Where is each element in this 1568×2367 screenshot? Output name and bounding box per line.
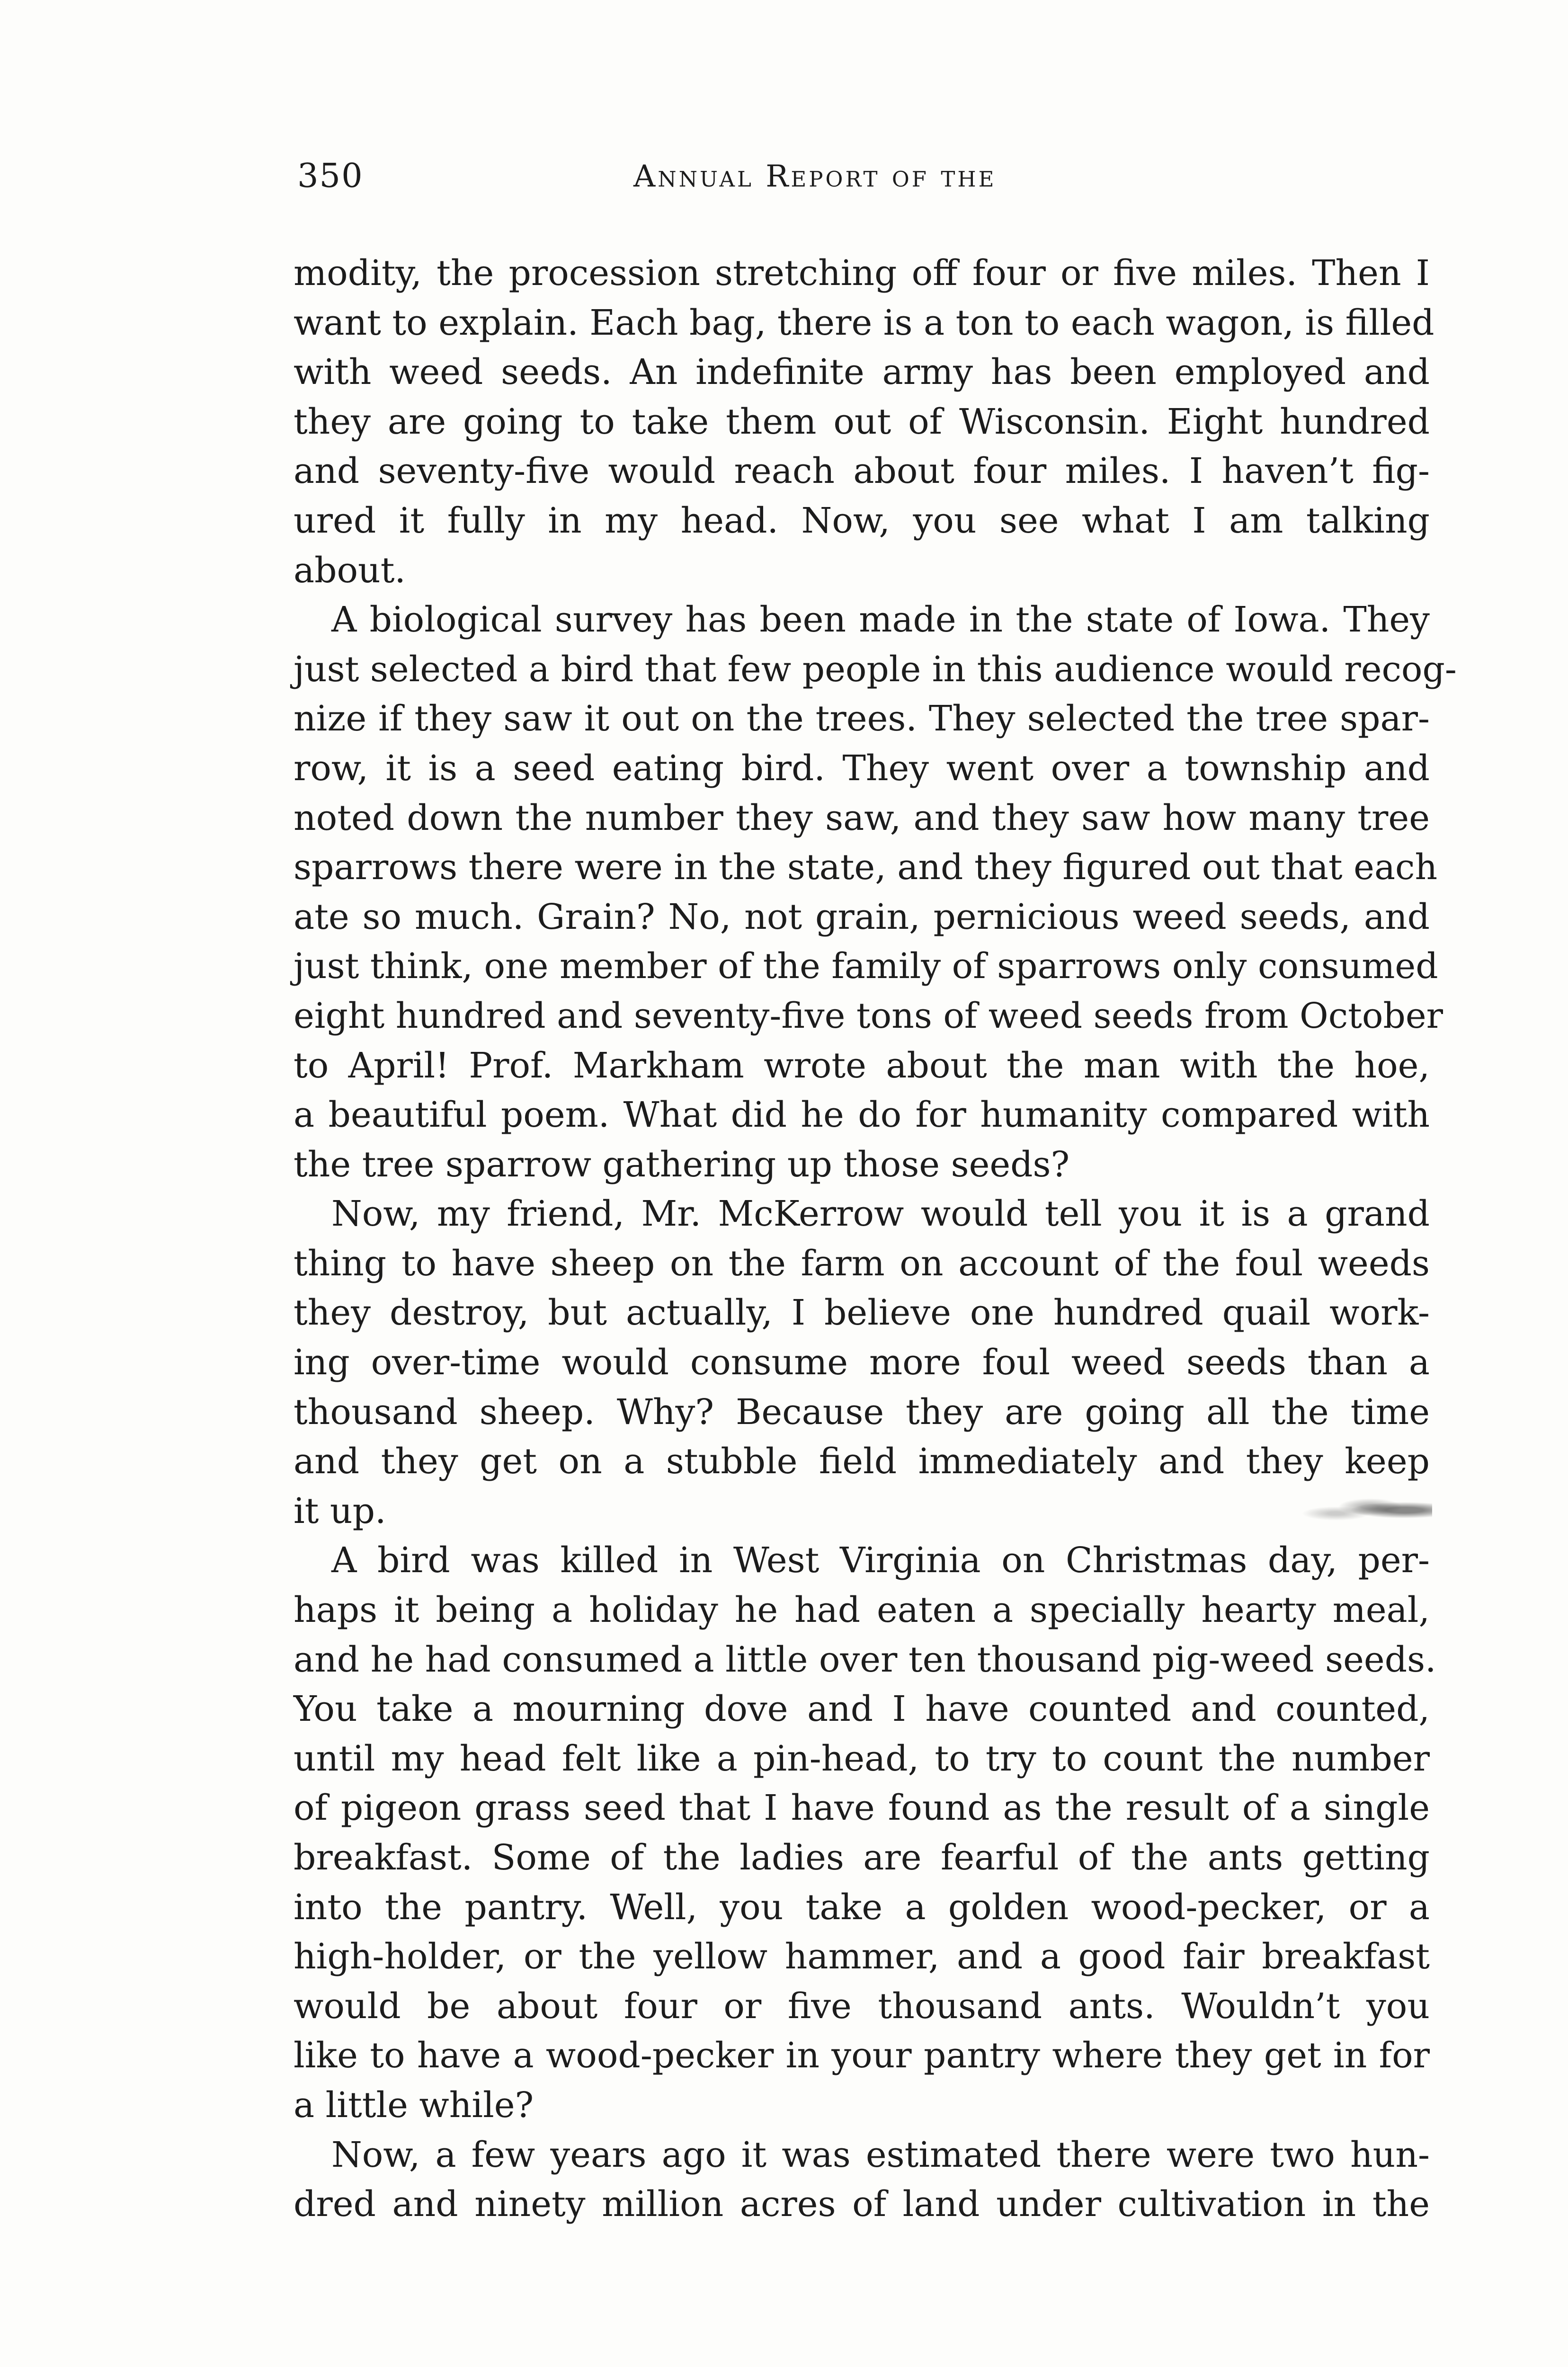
paragraph <box>294 2130 1430 2229</box>
paragraph <box>294 595 1457 1189</box>
text-line: they are going to take them out of Wisconsin. Eight hundred <box>294 401 1430 442</box>
text-line: dred and ninety million acres of land under cultivation in the <box>294 2184 1430 2225</box>
text-line: sparrows there were in the state, and they figured out that each <box>294 847 1438 888</box>
text-line: Now, a few years ago it was estimated there were two hun- <box>331 2134 1430 2175</box>
text-line: and seventy-five would reach about four miles. I haven’t fig- <box>294 451 1430 492</box>
text-line: You take a mourning dove and I have counted and counted, <box>294 1689 1430 1730</box>
text-line: about. <box>294 550 406 591</box>
running-head: Annual Report of the <box>633 159 997 194</box>
text-line: breakfast. Some of the ladies are fearful of the ants getting <box>294 1837 1430 1878</box>
text-line: high-holder, or the yellow hammer, and a good fair breakfast <box>294 1936 1430 1977</box>
paragraph <box>294 249 1434 595</box>
text-line: just think, one member of the family of sparrows only consumed <box>294 946 1438 987</box>
text-line: thing to have sheep on the farm on account of the foul weeds <box>294 1243 1430 1284</box>
text-line: want to explain. Each bag, there is a ton to each wagon, is filled <box>294 302 1434 343</box>
text-line: just selected a bird that few people in this audience would recog- <box>294 649 1457 690</box>
text-line: like to have a wood-pecker in your pantry where they get in for <box>294 2035 1430 2076</box>
text-line: to April! Prof. Markham wrote about the man with the hoe, <box>294 1045 1430 1086</box>
text-line: Now, my friend, Mr. McKerrow would tell you it is a grand <box>331 1193 1430 1235</box>
text-line: modity, the procession stretching off four or five miles. Then I <box>294 253 1430 294</box>
text-line: and they get on a stubble field immediately and they keep <box>294 1441 1430 1482</box>
text-line: A biological survey has been made in the state of Iowa. They <box>331 599 1430 641</box>
text-line: ured it fully in my head. Now, you see what I am talking <box>294 500 1430 541</box>
text-line: they destroy, but actually, I believe one hundred quail work- <box>294 1292 1430 1334</box>
paragraph <box>294 1189 1430 1536</box>
text-line: into the pantry. Well, you take a golden wood-pecker, or a <box>294 1886 1430 1928</box>
text-line: noted down the number they saw, and they saw how many tree <box>294 797 1430 838</box>
page-number: 350 <box>297 156 364 195</box>
text-line: would be about four or five thousand ants. Wouldn’t you <box>294 1985 1430 2027</box>
text-line: haps it being a holiday he had eaten a specially hearty meal, <box>294 1590 1430 1631</box>
page-header <box>297 156 1434 208</box>
text-line: and he had consumed a little over ten thousand pig-weed seeds. <box>294 1639 1436 1680</box>
ink-smudge <box>1295 1494 1432 1527</box>
text-line: with weed seeds. An indefinite army has been employed and <box>294 352 1430 393</box>
text-line: ing over-time would consume more foul weed seeds than a <box>294 1342 1430 1383</box>
text-line: a little while? <box>294 2084 534 2126</box>
text-line: ate so much. Grain? No, not grain, pernicious weed seeds, and <box>294 896 1430 937</box>
body-text <box>294 249 1457 2229</box>
text-line: A bird was killed in West Virginia on Christmas day, per- <box>331 1540 1430 1581</box>
text-line: eight hundred and seventy-five tons of weed seeds from October <box>294 995 1443 1036</box>
text-line: until my head felt like a pin-head, to try to count the number <box>294 1738 1430 1779</box>
text-line: of pigeon grass seed that I have found as the result of a single <box>294 1788 1430 1829</box>
text-line: nize if they saw it out on the trees. They selected the tree spar- <box>294 698 1430 739</box>
text-line: a beautiful poem. What did he do for humanity compared with <box>294 1095 1430 1136</box>
paragraph <box>294 1536 1436 2130</box>
text-line: it up. <box>294 1490 386 1531</box>
text-line: row, it is a seed eating bird. They went over a township and <box>294 747 1430 789</box>
text-line: thousand sheep. Why? Because they are going all the time <box>294 1391 1430 1433</box>
text-line: the tree sparrow gathering up those seeds? <box>294 1144 1070 1185</box>
